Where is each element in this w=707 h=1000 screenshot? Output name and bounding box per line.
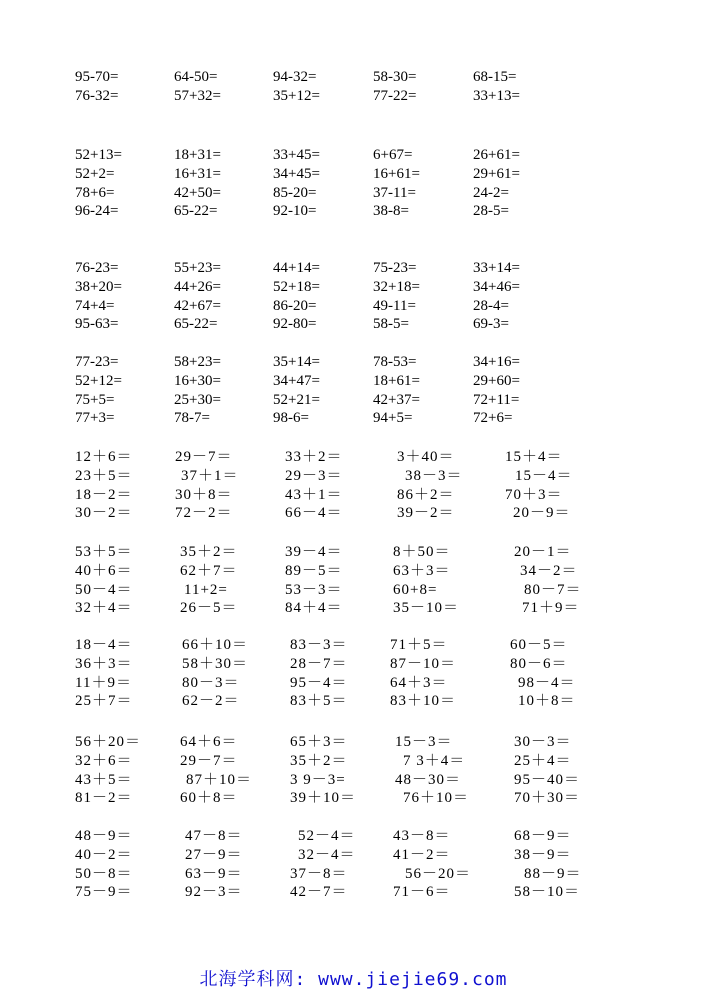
equation: 83＋10＝	[390, 693, 457, 710]
equation: 85-20=	[273, 184, 317, 201]
equation: 66－4＝	[285, 505, 343, 522]
equation: 29－7＝	[175, 449, 233, 465]
equation: 43＋5＝	[75, 771, 133, 788]
equation: 60＋8＝	[180, 790, 238, 807]
equation: 71＋5＝	[390, 637, 448, 653]
equation: 3 9－3=	[290, 771, 346, 788]
equation: 34+16=	[473, 354, 520, 370]
equation: 50－8＝	[75, 865, 133, 882]
equation: 10＋8＝	[518, 693, 576, 710]
equation: 18+61=	[373, 372, 420, 389]
equation: 26+61=	[473, 147, 520, 163]
equation: 77-22=	[373, 87, 417, 104]
equation: 98－4＝	[518, 674, 576, 691]
equation: 15－4＝	[515, 467, 573, 484]
equation: 94-32=	[273, 69, 317, 85]
equation: 38－9＝	[514, 846, 572, 863]
equation: 35－10＝	[393, 600, 460, 617]
equation: 25+30=	[174, 391, 221, 408]
equation: 34－2＝	[520, 562, 578, 579]
equation: 18+31=	[174, 147, 221, 163]
equation: 24-2=	[473, 184, 509, 201]
equation: 15－3＝	[395, 734, 453, 750]
equation: 50－4＝	[75, 581, 133, 598]
equation: 12＋6＝	[75, 449, 133, 465]
equation: 23＋5＝	[75, 467, 133, 484]
equation: 32+18=	[373, 278, 420, 295]
equation: 44+26=	[174, 278, 221, 295]
equation: 58＋30＝	[182, 655, 249, 672]
equation: 76-23=	[75, 260, 119, 276]
equation: 38-8=	[373, 203, 409, 220]
equation: 20－1＝	[514, 544, 572, 560]
equation: 52－4＝	[298, 828, 356, 844]
equation: 53－3＝	[285, 581, 343, 598]
equation: 58+23=	[174, 354, 221, 370]
site-watermark[interactable]: 北海学科网: www.jiejie69.com	[199, 969, 508, 990]
equation: 41－2＝	[393, 846, 451, 863]
equation: 95-70=	[75, 69, 119, 85]
equation: 11+2=	[184, 581, 228, 598]
equation: 95－40＝	[514, 771, 581, 788]
equation: 7 3＋4＝	[403, 752, 466, 769]
equation: 77+3=	[75, 410, 115, 427]
equation: 16+30=	[174, 372, 221, 389]
equation: 11＋9＝	[75, 674, 132, 691]
equation: 42+67=	[174, 297, 221, 314]
equation: 16+31=	[174, 165, 221, 182]
equation: 68-15=	[473, 69, 517, 85]
equation: 39－2＝	[397, 505, 455, 522]
equation: 80－6＝	[510, 655, 568, 672]
equation: 71－6＝	[393, 884, 451, 901]
equation: 32＋4＝	[75, 600, 133, 617]
equation: 39－4＝	[285, 544, 343, 560]
equation: 58-5=	[373, 316, 409, 333]
equation: 60+8=	[393, 581, 438, 598]
equation: 72－2＝	[175, 505, 233, 522]
equation: 42+37=	[373, 391, 420, 408]
equation: 49-11=	[373, 297, 416, 314]
equation: 35＋2＝	[180, 544, 238, 560]
equation: 30＋8＝	[175, 486, 233, 503]
equation: 36＋3＝	[75, 655, 133, 672]
equation: 81－2＝	[75, 790, 133, 807]
equation: 43＋1＝	[285, 486, 343, 503]
equation: 28-5=	[473, 203, 509, 220]
equation: 96-24=	[75, 203, 119, 220]
equation: 83－3＝	[290, 637, 348, 653]
equation: 94+5=	[373, 410, 413, 427]
equation: 32－4＝	[298, 846, 356, 863]
equation: 38+20=	[75, 278, 122, 295]
equation: 16+61=	[373, 165, 420, 182]
equation: 37－8＝	[290, 865, 348, 882]
equation: 77-23=	[75, 354, 119, 370]
equation: 60－5＝	[510, 637, 568, 653]
equation: 48－9＝	[75, 828, 133, 844]
equation: 20－9＝	[513, 505, 571, 522]
equation: 32＋6＝	[75, 752, 133, 769]
equation: 30－2＝	[75, 505, 133, 522]
equation: 53＋5＝	[75, 544, 133, 560]
equation: 6+67=	[373, 147, 413, 163]
equation: 86-20=	[273, 297, 317, 314]
equation: 65-22=	[174, 203, 218, 220]
equation: 84＋4＝	[285, 600, 343, 617]
equation: 40－2＝	[75, 846, 133, 863]
equation: 52+2=	[75, 165, 115, 182]
equation: 56＋20＝	[75, 734, 142, 750]
equation: 87－10＝	[390, 655, 457, 672]
equation: 71＋9＝	[522, 600, 580, 617]
equation: 63－9＝	[185, 865, 243, 882]
equation: 64＋3＝	[390, 674, 448, 691]
equation: 87＋10＝	[186, 771, 253, 788]
equation: 63＋3＝	[393, 562, 451, 579]
equation: 76-32=	[75, 87, 119, 104]
equation: 70＋3＝	[505, 486, 563, 503]
equation: 75+5=	[75, 391, 115, 408]
equation: 74+4=	[75, 297, 115, 314]
equation: 72+11=	[473, 391, 520, 408]
equation: 30－3＝	[514, 734, 572, 750]
equation: 86＋2＝	[397, 486, 455, 503]
equation: 55+23=	[174, 260, 221, 276]
equation: 27－9＝	[185, 846, 243, 863]
equation: 64-50=	[174, 69, 218, 85]
equation: 37＋1＝	[181, 467, 239, 484]
equation: 44+14=	[273, 260, 320, 276]
equation: 33+13=	[473, 87, 520, 104]
equation: 64＋6＝	[180, 734, 238, 750]
equation: 69-3=	[473, 316, 509, 333]
equation: 42+50=	[174, 184, 221, 201]
equation: 95－4＝	[290, 674, 348, 691]
equation: 58－10＝	[514, 884, 581, 901]
equation: 47－8＝	[185, 828, 243, 844]
equation: 38－3＝	[405, 467, 463, 484]
equation: 8＋50＝	[393, 544, 451, 560]
equation: 34+45=	[273, 165, 320, 182]
equation: 83＋5＝	[290, 693, 348, 710]
equation: 88－9＝	[524, 865, 582, 882]
equation: 65＋3＝	[290, 734, 348, 750]
equation: 57+32=	[174, 87, 221, 104]
equation: 80－7＝	[524, 581, 582, 598]
equation: 18－4＝	[75, 637, 133, 653]
equation: 76＋10＝	[403, 790, 470, 807]
equation: 56－20＝	[405, 865, 472, 882]
equation: 52+21=	[273, 391, 320, 408]
equation: 37-11=	[373, 184, 416, 201]
equation: 34+46=	[473, 278, 520, 295]
equation: 98-6=	[273, 410, 309, 427]
equation: 28-4=	[473, 297, 509, 314]
equation: 29+60=	[473, 372, 520, 389]
equation: 3＋40＝	[397, 449, 455, 465]
equation: 65-22=	[174, 316, 218, 333]
equation: 43－8＝	[393, 828, 451, 844]
equation: 52+13=	[75, 147, 122, 163]
equation: 68－9＝	[514, 828, 572, 844]
equation: 25＋7＝	[75, 693, 133, 710]
equation: 95-63=	[75, 316, 119, 333]
equation: 92－3＝	[185, 884, 243, 901]
equation: 48－30＝	[395, 771, 462, 788]
equation: 39＋10＝	[290, 790, 357, 807]
equation: 62－2＝	[182, 693, 240, 710]
equation: 89－5＝	[285, 562, 343, 579]
equation: 52+18=	[273, 278, 320, 295]
equation: 15＋4＝	[505, 449, 563, 465]
equation: 92-10=	[273, 203, 317, 220]
equation: 18－2＝	[75, 486, 133, 503]
equation: 66＋10＝	[182, 637, 249, 653]
equation: 72+6=	[473, 410, 513, 427]
equation: 33+14=	[473, 260, 520, 276]
equation: 78-53=	[373, 354, 417, 370]
equation: 52+12=	[75, 372, 122, 389]
equation: 34+47=	[273, 372, 320, 389]
equation: 78+6=	[75, 184, 115, 201]
equation: 70＋30＝	[514, 790, 581, 807]
equation: 25＋4＝	[514, 752, 572, 769]
equation: 35+14=	[273, 354, 320, 370]
equation: 33＋2＝	[285, 449, 343, 465]
equation: 29－3＝	[285, 467, 343, 484]
equation: 33+45=	[273, 147, 320, 163]
equation: 58-30=	[373, 69, 417, 85]
equation: 40＋6＝	[75, 562, 133, 579]
equation: 35＋2＝	[290, 752, 348, 769]
equation: 78-7=	[174, 410, 210, 427]
equation: 92-80=	[273, 316, 317, 333]
equation: 62＋7＝	[180, 562, 238, 579]
equation: 35+12=	[273, 87, 320, 104]
equation: 29－7＝	[180, 752, 238, 769]
equation: 75-23=	[373, 260, 417, 276]
equation: 26－5＝	[180, 600, 238, 617]
equation: 80－3＝	[182, 674, 240, 691]
equation: 29+61=	[473, 165, 520, 182]
equation: 75－9＝	[75, 884, 133, 901]
equation: 28－7＝	[290, 655, 348, 672]
equation: 42－7＝	[290, 884, 348, 901]
